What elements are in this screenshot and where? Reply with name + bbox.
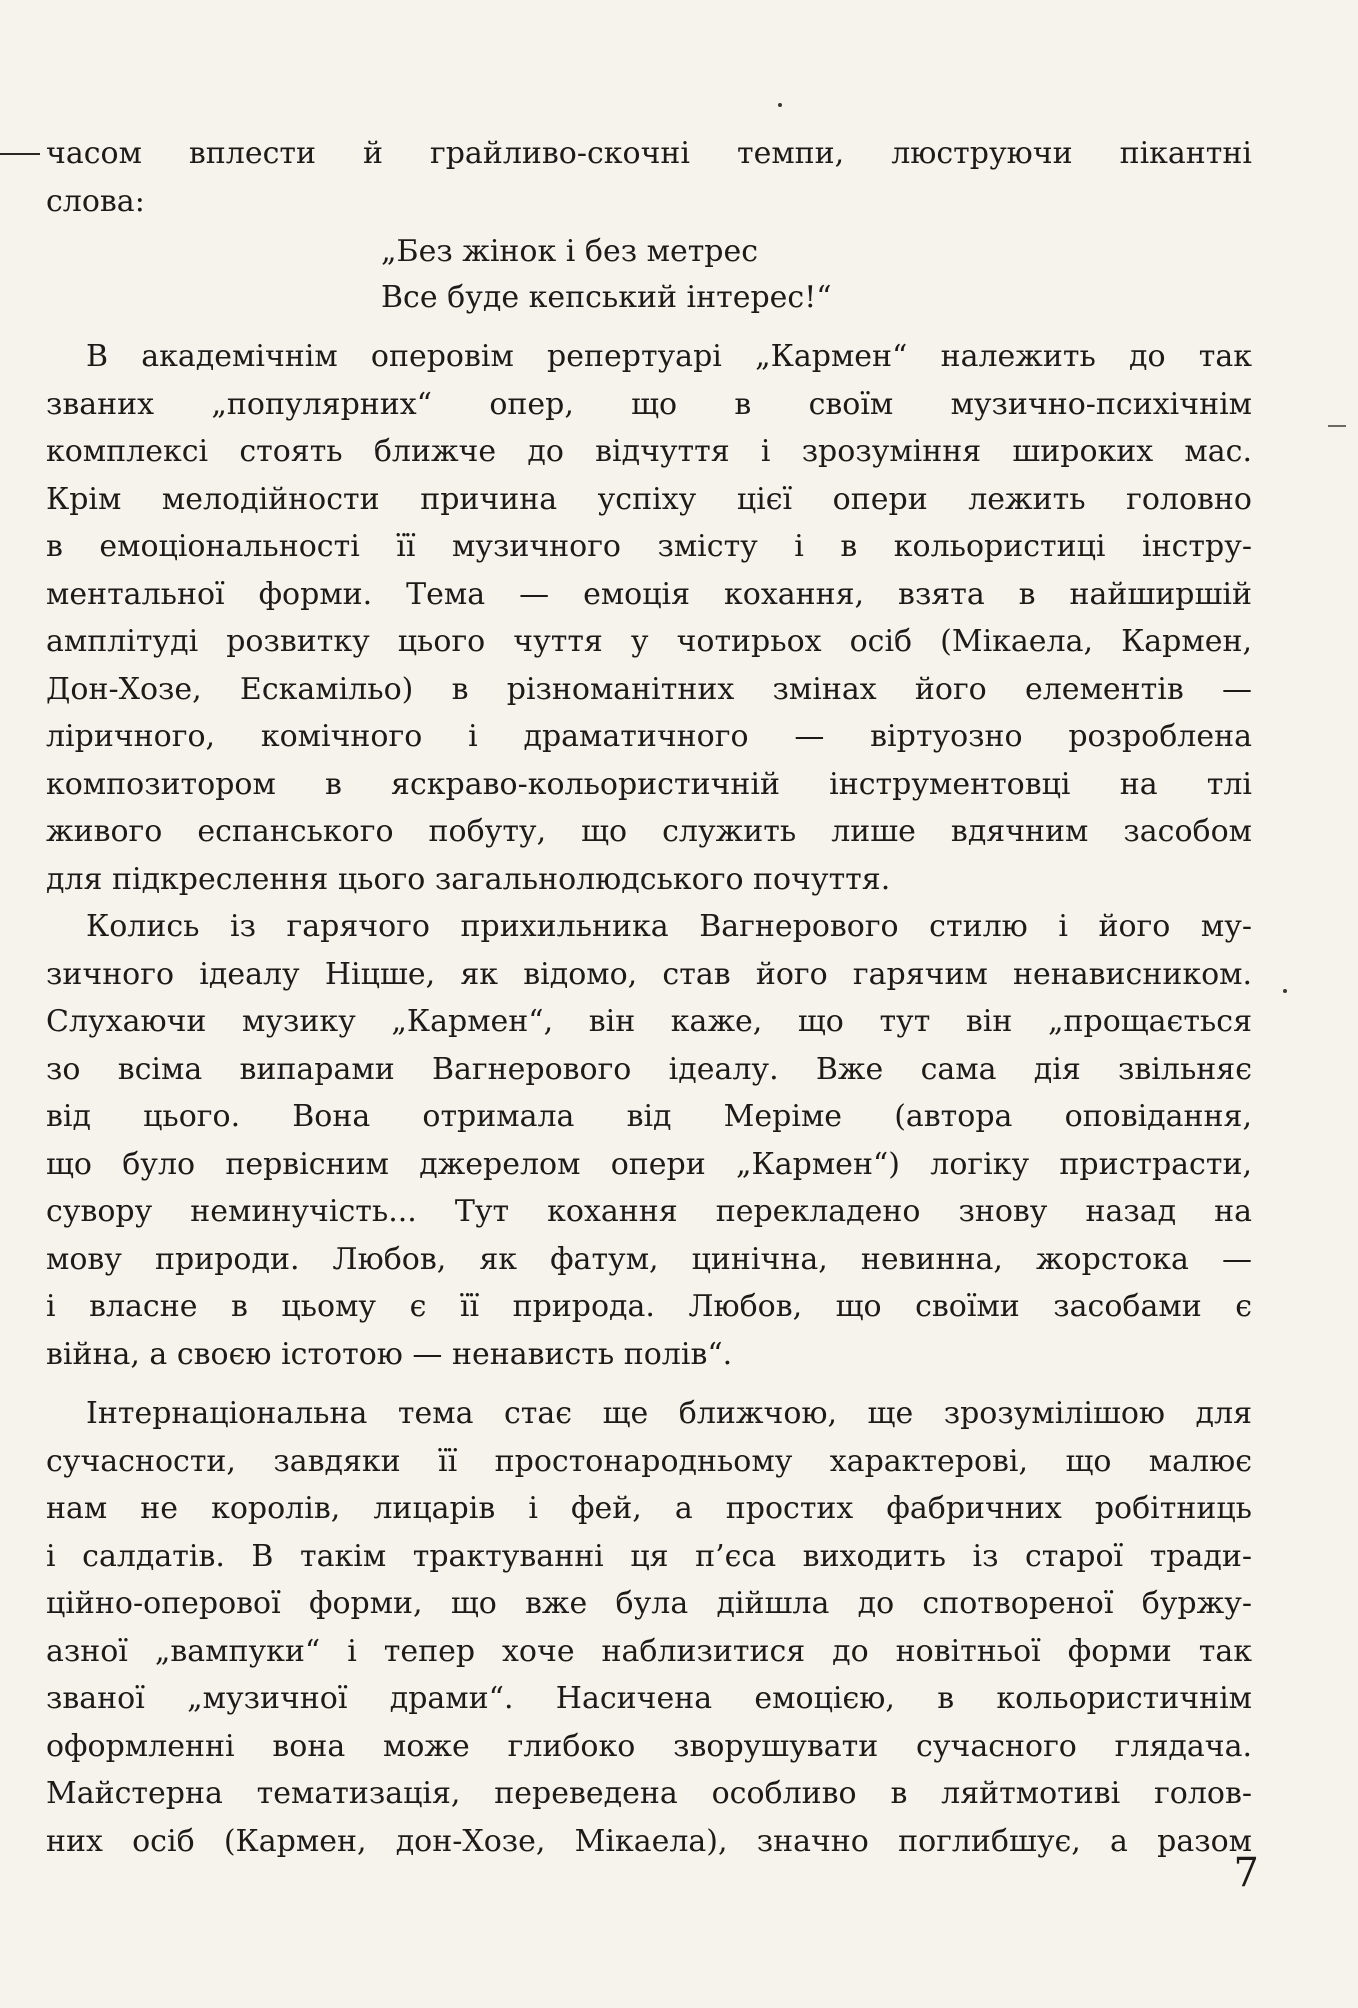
text-line: ліричного, комічного і драматичного — віртуозно розроблена (46, 719, 1252, 754)
text-line: в емоціональності її музичного змісту і в кольористиці інстру- (46, 529, 1252, 564)
text-line: нам не королів, лицарів і фей, а простих фабричних робітниць (46, 1491, 1252, 1526)
ink-dot (778, 103, 782, 107)
text-line: мову природи. Любов, як фатум, цинічна, невинна, жорстока — (46, 1241, 1252, 1277)
text-line: них осіб (Кармен, дон-Хозе, Мікаела), значно поглибшує, а разом (46, 1823, 1252, 1859)
ink-dot (1283, 989, 1287, 993)
text-line: амплітуді розвитку цього чуття у чотирьох осіб (Мікаела, Кармен, (46, 624, 1252, 659)
page-number: 7 (1233, 1850, 1259, 1896)
paragraph-1 (46, 333, 1252, 903)
text-line: часом вплести й грайливо-скочні темпи, люструючи пікантні (46, 136, 1252, 171)
text-line: сучасности, завдяки її простонародньому характерові, що малює (46, 1443, 1252, 1479)
body-text (46, 130, 1252, 1865)
text-line: В академічнім оперовім репертуарі „Кармен“ належить до так (86, 339, 1252, 374)
text-line: Майстерна тематизація, переведена особливо в ляйтмотиві голов- (46, 1776, 1252, 1811)
text-line: оформленні вона може глибоко зворушувати сучасного глядача. (46, 1728, 1252, 1764)
text-line: і власне в цьому є її природа. Любов, що своїми засобами є (46, 1289, 1252, 1324)
edge-mark (1328, 425, 1346, 427)
text-line: композитором в яскраво-кольористичній інструментовці на тлі (46, 766, 1252, 802)
text-line: для підкреслення цього загальнолюдського почуття. (46, 861, 891, 897)
text-line: і салдатів. В такім трактуванні ця п’єса виходить із старої тради- (46, 1538, 1252, 1574)
text-line: комплексі стоять ближче до відчуття і зрозуміння широких мас. (46, 434, 1252, 469)
text-line: званої „музичної драми“. Насичена емоцією, в кольористичнім (46, 1681, 1252, 1716)
paragraph-2 (46, 903, 1252, 1378)
text-line: Інтернаціональна тема стає ще ближчою, ще зрозумілішою для (86, 1396, 1252, 1431)
text-line: азної „вампуки“ і тепер хоче наблизитися до новітньої форми так (46, 1633, 1252, 1669)
text-line: ментальної форми. Тема — емоція кохання, взята в найширшій (46, 576, 1252, 612)
text-line: живого еспанського побуту, що служить лише вдячним засобом (46, 814, 1252, 849)
text-line: війна, а своєю істотою — ненависть полів“. (46, 1336, 733, 1372)
verse-line: „Без жінок і без метрес (381, 234, 759, 269)
text-line: Слухаючи музику „Кармен“, він каже, що тут він „прощається (46, 1004, 1252, 1039)
text-line: Колись із гарячого прихильника Вагнерового стилю і його му- (86, 909, 1252, 944)
text-line: Крім мелодійности причина успіху цієї опери лежить головно (46, 481, 1252, 517)
text-line: від цього. Вона отримала від Меріме (автора оповідання, (46, 1099, 1252, 1134)
text-line: ційно-оперової форми, що вже була дійшла до спотвореної буржу- (46, 1586, 1252, 1621)
text-line: що було первісним джерелом опери „Кармен“) логіку пристрасти, (46, 1146, 1252, 1182)
margin-rule (0, 153, 40, 155)
text-line: сувору неминучість... Тут кохання перекладено знову назад на (46, 1194, 1252, 1229)
text-line: слова: (46, 183, 145, 219)
paragraph-3 (46, 1390, 1252, 1865)
text-line: зичного ідеалу Ніцше, як відомо, став його гарячим ненависником. (46, 956, 1252, 992)
text-line: Дон-Хозе, Ескамільо) в різноманітних змінах його елементів — (46, 671, 1252, 707)
text-line: зо всіма випарами Вагнерового ідеалу. Вже сама дія звільняє (46, 1051, 1252, 1087)
text-line: званих „популярних“ опер, що в своїм музично-психічнім (46, 386, 1252, 422)
verse-line: Все буде кепський інтерес!“ (381, 280, 832, 315)
